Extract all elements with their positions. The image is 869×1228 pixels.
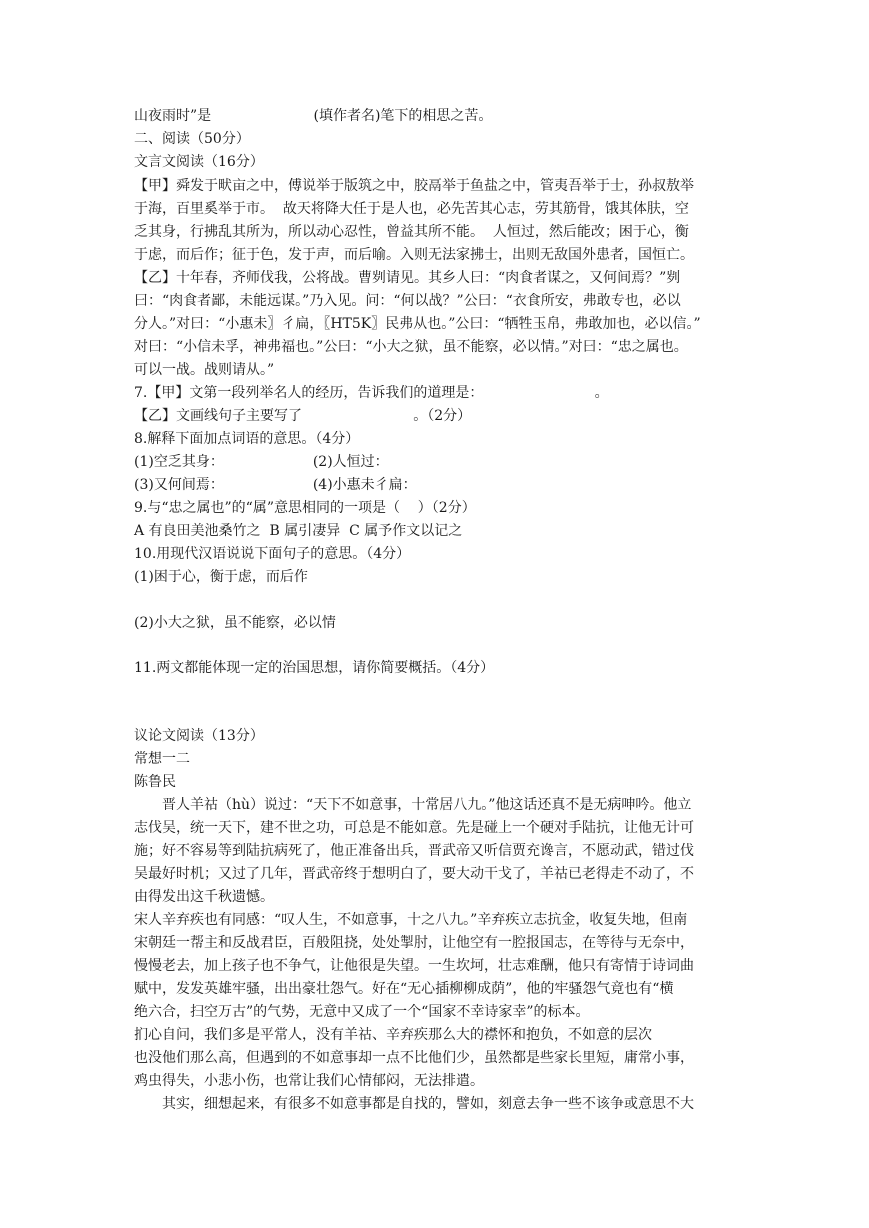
text-line: 乏其身，行拂乱其所为，所以动心忍性，曾益其所不能。 人恒过，然后能改；困于心，衡	[134, 224, 689, 240]
text-line: 绝六合，扫空万古”的气势，无意中又成了一个“国家不幸诗家幸”的标本。	[134, 1004, 590, 1020]
text-line: 鸡虫得失，小悲小伤，也常让我们心情郁闷，无法排遣。	[134, 1073, 484, 1089]
question-line: (1)困于心，衡于虑，而后作	[134, 569, 308, 585]
section-heading: 二、阅读（50分）	[134, 131, 250, 147]
text-line: 对曰：“小信未孚，神弗福也。”公曰：“小大之狱，虽不能察，必以情。”对曰：“忠之属也。	[134, 339, 688, 355]
text-line: 赋中，发发英雄牢骚，出出豪壮怨气。好在“无心插柳柳成荫”，他的牢骚怨气竟也有“横	[134, 981, 674, 997]
question-line: 10.用现代汉语说说下面句子的意思。（4分）	[134, 546, 411, 562]
text-line: 于虑，而后作；征于色，发于声，而后喻。入则无法家拂士，出则无敌国外患者，国恒亡。	[134, 247, 694, 263]
text-line: 志伐吴，统一天下，建不世之功，可总是不能如意。先是碰上一个硬对手陆抗，让他无计可	[134, 820, 694, 836]
question-line: 11.两文都能体现一定的治国思想，请你简要概括。（4分）	[134, 660, 495, 676]
text-line: 【甲】舜发于畎亩之中，傅说举于版筑之中，胶鬲举于鱼盐之中，管夷吾举于士，孙叔敖举	[134, 178, 694, 194]
article-author: 陈鲁民	[134, 774, 176, 790]
question-line: 9.与“忠之属也”的“属”意思相同的一项是（ ）（2分）	[134, 500, 476, 516]
text-line: 山夜雨时”是 (填作者名)笔下的相思之苦。	[134, 108, 493, 124]
section-heading: 议论文阅读（13分）	[134, 728, 264, 744]
section-heading: 文言文阅读（16分）	[134, 154, 264, 170]
text-line: 宋人辛弃疾也有同感：“叹人生，不如意事，十之八九。”辛弃疾立志抗金，收复失地，但南	[134, 912, 688, 928]
question-line: 7.【甲】文第一段列举名人的经历，告诉我们的道理是： 。	[134, 385, 609, 401]
text-line: 由得发出这千秋遗憾。	[134, 889, 274, 905]
text-line: 晋人羊祜（hù）说过：“天下不如意事，十常居八九。”他这话还真不是无病呻吟。他立	[162, 797, 692, 813]
question-line: 【乙】文画线句子主要写了 。（2分）	[134, 408, 472, 424]
text-line: 曰：“肉食者鄙，未能远谋。”乃入见。问：“何以战？”公曰：“衣食所安，弗敢专也，必以	[134, 293, 681, 309]
text-line: 施；好不容易等到陆抗病死了，他正准备出兵，晋武帝又听信贾充谗言，不愿动武，错过伐	[134, 843, 694, 859]
question-line: (1)空乏其身： (2)人恒过：	[134, 454, 389, 470]
text-line: 可以一战。战则请从。”	[134, 362, 275, 378]
text-line: 分人。”对曰：“小惠未〗彳扁，〖HT5K〗民弗从也。”公曰：“牺牲玉帛，弗敢加也，必以信。”	[134, 316, 701, 332]
text-line: 于海，百里奚举于市。 故天将降大任于是人也，必先苦其心志，劳其筋骨，饿其体肤，空	[134, 201, 689, 217]
text-line: 吴最好时机；又过了几年，晋武帝终于想明白了，要大动干戈了，羊祜已老得走不动了，不	[134, 866, 694, 882]
text-line: 【乙】十年春，齐师伐我，公将战。曹刿请见。其乡人曰：“肉食者谋之，又何间焉？”刿	[134, 270, 681, 286]
question-line: A 有良田美池桑竹之 B 属引凄异 C 属予作文以记之	[134, 523, 463, 539]
text-line: 宋朝廷一帮主和反战君臣，百般阻挠，处处掣肘，让他空有一腔报国志，在等待与无奈中，	[134, 935, 694, 951]
question-line: (2)小大之狱，虽不能察，必以情	[134, 615, 336, 631]
text-line: 慢慢老去，加上孩子也不争气，让他很是失望。一生坎坷，壮志难酬，他只有寄情于诗词曲	[134, 958, 694, 974]
text-line: 扪心自问，我们多是平常人，没有羊祜、辛弃疾那么大的襟怀和抱负，不如意的层次	[134, 1027, 652, 1043]
question-line: 8.解释下面加点词语的意思。（4分）	[134, 431, 360, 447]
question-line: (3)又何间焉： (4)小惠未彳扁：	[134, 477, 417, 493]
article-title: 常想一二	[134, 751, 190, 767]
text-line: 也没他们那么高，但遇到的不如意事却一点不比他们少，虽然都是些家长里短，庸常小事，	[134, 1050, 694, 1066]
text-line: 其实，细想起来，有很多不如意事都是自找的，譬如，刻意去争一些不该争或意思不大	[162, 1096, 694, 1112]
